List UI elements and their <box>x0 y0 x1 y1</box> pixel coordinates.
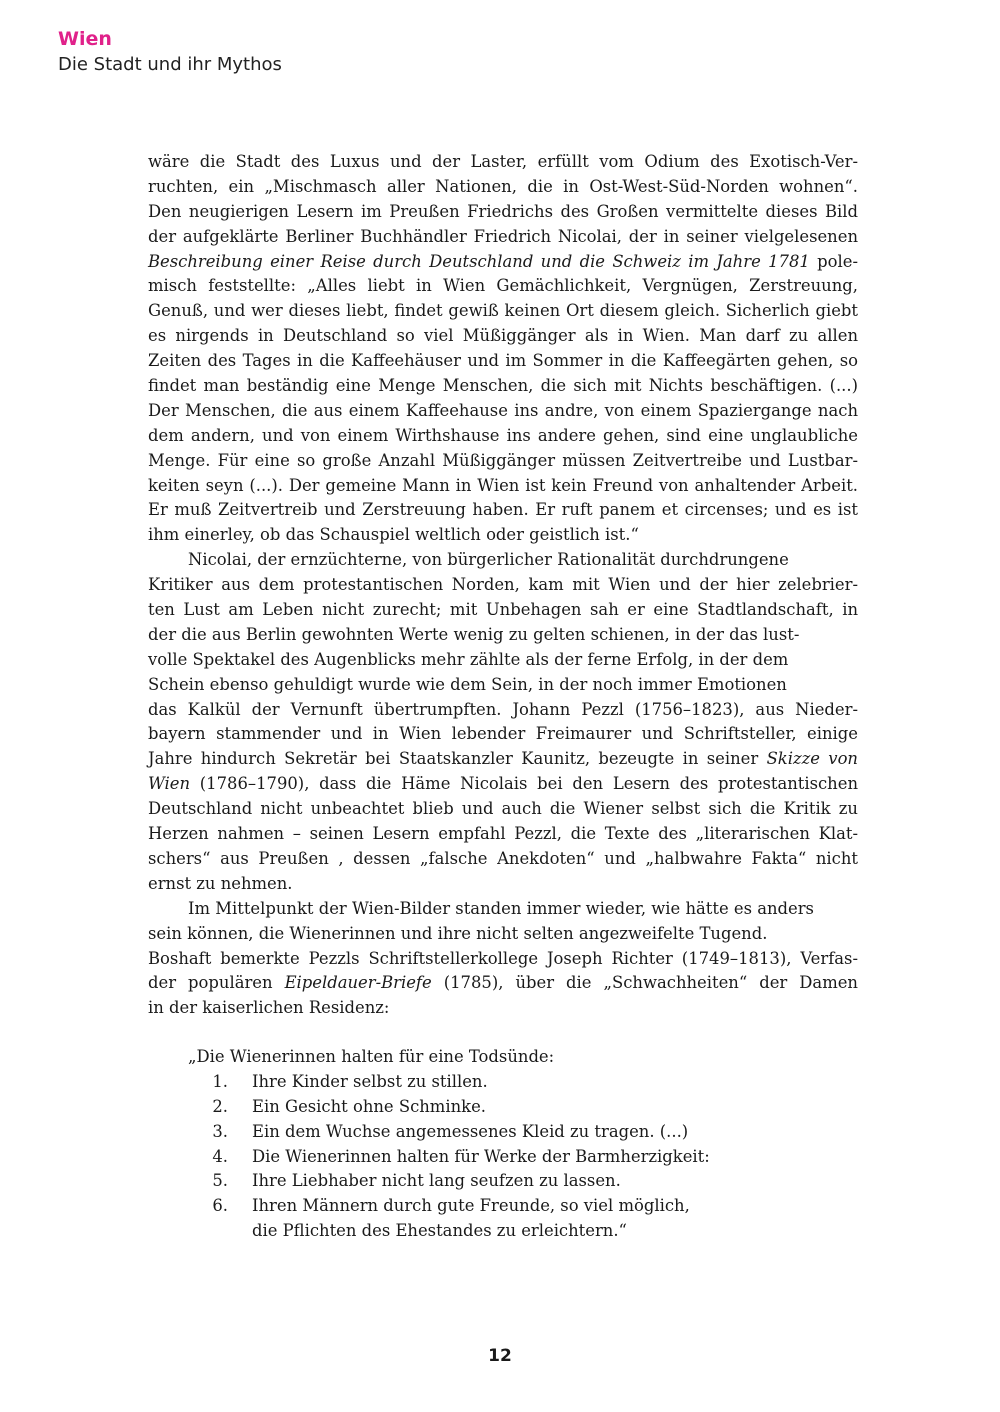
quote-intro: „Die Wienerinnen halten für eine Todsünde: <box>188 1047 555 1066</box>
text-span: Deutschland nicht unbeachtet blieb und auch die Wiener selbst sich die Kritik zu <box>148 799 858 819</box>
text-span: ruchten, ein „Mischmasch aller Nationen, die in Ost-West-Süd-Norden wohnen“. <box>148 176 858 196</box>
text-line <box>148 324 858 349</box>
text-line <box>148 722 858 747</box>
text-span: der populären <box>148 973 285 993</box>
text-span: (1786–1790), dass die Häme Nicolais bei den Lesern des protestantischen <box>190 774 858 794</box>
text-line <box>148 474 858 499</box>
text-line <box>148 573 858 598</box>
text-span: schers“ aus Preußen , dessen „falsche Anekdoten“ und „halbwahre Fakta“ nicht <box>148 848 858 868</box>
text-line <box>148 971 858 996</box>
text-line <box>148 673 858 698</box>
text-line <box>148 200 858 225</box>
list-item-number: 5. <box>212 1171 228 1191</box>
text-line <box>148 150 858 175</box>
list-item-number: 2. <box>212 1096 228 1116</box>
list-item-text: Ihre Liebhaber nicht lang seufzen zu lassen. <box>252 1171 621 1191</box>
text-span: in der kaiserlichen Residenz: <box>148 998 390 1018</box>
text-line <box>148 598 858 623</box>
text-span: volle Spektakel des Augenblicks mehr zählte als der ferne Erfolg, in der dem <box>148 649 789 669</box>
text-span: Jahre hindurch Sekretär bei Staatskanzler Kaunitz, bezeugte in seiner <box>148 749 767 769</box>
list-item-text: Ein Gesicht ohne Schminke. <box>252 1096 486 1116</box>
text-span: Der Menschen, die aus einem Kaffeehause ins andre, von einem Spaziergange nach <box>148 400 858 420</box>
italic-title: Wien <box>148 774 191 794</box>
text-span: pole- <box>809 251 858 271</box>
text-line <box>148 274 858 299</box>
text-span: Den neugierigen Lesern im Preußen Friedrichs des Großen vermittelte dieses Bild <box>148 201 858 221</box>
text-span: Schein ebenso gehuldigt wurde wie dem Sein, in der noch immer Emotionen <box>148 674 787 694</box>
text-span: (1785), über die „Schwachheiten“ der Damen <box>431 973 858 993</box>
text-span: bayern stammender und in Wien lebender Freimaurer und Schriftsteller, einige <box>148 724 858 744</box>
text-span: Er muß Zeitvertreib und Zerstreuung haben. Er ruft panem et circenses; und es ist <box>148 500 858 520</box>
text-span: der die aus Berlin gewohnten Werte wenig zu gelten schienen, in der das lust- <box>148 624 800 644</box>
text-line <box>148 822 858 847</box>
list-item <box>188 1070 710 1095</box>
text-line <box>148 947 858 972</box>
text-line <box>148 548 858 573</box>
list-item-number: 1. <box>212 1071 228 1091</box>
text-span: findet man beständig eine Menge Menschen, die sich mit Nichts beschäftigen. (...) <box>148 376 858 396</box>
text-line <box>148 872 858 897</box>
running-head <box>58 26 282 78</box>
text-line <box>148 175 858 200</box>
text-span: ihm einerley, ob das Schauspiel weltlich oder geistlich ist.“ <box>148 525 639 545</box>
list-item-text: Ein dem Wuchse angemessenes Kleid zu tragen. (...) <box>252 1121 689 1141</box>
text-span: Genuß, und wer dieses liebt, findet gewiß keinen Ort diesem gleich. Sicherlich giebt <box>148 301 858 321</box>
text-line <box>148 349 858 374</box>
text-line <box>148 250 858 275</box>
text-line <box>148 698 858 723</box>
text-line <box>148 897 858 922</box>
body-text <box>148 150 858 1021</box>
text-line <box>148 847 858 872</box>
italic-title: Beschreibung einer Reise durch Deutschland und die Schweiz im Jahre 1781 <box>148 251 810 271</box>
list-item <box>188 1095 710 1120</box>
text-span: Herzen nahmen – seinen Lesern empfahl Pezzl, die Texte des „literarischen Klat- <box>148 824 858 844</box>
running-head-subtitle: Die Stadt und ihr Mythos <box>58 54 282 75</box>
text-span: dem andern, und von einem Wirthshause ins andere gehen, sind eine unglaubliche <box>148 425 858 445</box>
text-span: sein können, die Wienerinnen und ihre nicht selten angezweifelte Tugend. <box>148 923 768 943</box>
block-quote <box>188 1045 710 1244</box>
text-line <box>148 449 858 474</box>
text-line <box>148 424 858 449</box>
text-span: Boshaft bemerkte Pezzls Schriftstellerkollege Joseph Richter (1749–1813), Verfas- <box>148 948 858 968</box>
text-span: ernst zu nehmen. <box>148 873 293 893</box>
text-line <box>148 523 858 548</box>
text-line <box>148 772 858 797</box>
list-item-text: Ihren Männern durch gute Freunde, so viel möglich, <box>252 1196 690 1216</box>
text-line <box>148 299 858 324</box>
text-span: Nicolai, der ernzüchterne, von bürgerlicher Rationalität durchdrungene <box>188 550 789 570</box>
text-line <box>148 747 858 772</box>
list-item-text: Die Wienerinnen halten für Werke der Barmherzigkeit: <box>252 1146 710 1166</box>
text-line <box>148 648 858 673</box>
italic-title: Skizze von <box>766 749 858 769</box>
quote-list <box>188 1070 710 1219</box>
italic-title: Eipeldauer-Briefe <box>284 973 432 993</box>
running-head-title: Wien <box>58 28 112 50</box>
list-item <box>188 1120 710 1145</box>
list-item-number: 3. <box>212 1121 228 1141</box>
text-span: keiten seyn (...). Der gemeine Mann in Wien ist kein Freund von anhaltender Arbeit. <box>148 475 858 495</box>
text-line <box>148 374 858 399</box>
list-item <box>188 1145 710 1170</box>
page-number: 12 <box>488 1346 512 1366</box>
text-line <box>148 623 858 648</box>
text-span: misch feststellte: „Alles liebt in Wien Gemächlichkeit, Vergnügen, Zerstreuung, <box>148 276 858 296</box>
list-item-number: 6. <box>212 1196 228 1216</box>
text-line <box>148 399 858 424</box>
list-item-number: 4. <box>212 1146 228 1166</box>
text-span: Zeiten des Tages in die Kaffeehäuser und im Sommer in die Kaffeegärten gehen, so <box>148 351 858 371</box>
text-line <box>148 225 858 250</box>
text-span: ten Lust am Leben nicht zurecht; mit Unbehagen sah er eine Stadtlandschaft, in <box>148 600 858 620</box>
text-line <box>148 797 858 822</box>
list-item <box>188 1194 710 1219</box>
quote-continuation: die Pflichten des Ehestandes zu erleichtern.“ <box>252 1221 627 1241</box>
text-span: es nirgends in Deutschland so viel Müßiggänger als in Wien. Man darf zu allen <box>148 326 858 346</box>
text-line <box>148 922 858 947</box>
text-span: wäre die Stadt des Luxus und der Laster, erfüllt vom Odium des Exotisch-Ver- <box>148 152 858 171</box>
list-item-text: Ihre Kinder selbst zu stillen. <box>252 1071 488 1091</box>
text-span: Menge. Für eine so große Anzahl Müßiggänger müssen Zeitvertreibe und Lustbar- <box>148 450 858 470</box>
text-line <box>148 498 858 523</box>
text-span: das Kalkül der Vernunft übertrumpften. Johann Pezzl (1756–1823), aus Nieder- <box>148 699 858 719</box>
text-span: der aufgeklärte Berliner Buchhändler Friedrich Nicolai, der in seiner vielgelesenen <box>148 226 858 246</box>
text-line <box>148 996 858 1021</box>
text-span: Kritiker aus dem protestantischen Norden, kam mit Wien und der hier zelebrier- <box>148 575 858 595</box>
text-span: Im Mittelpunkt der Wien-Bilder standen immer wieder, wie hätte es anders <box>188 898 814 918</box>
list-item <box>188 1169 710 1194</box>
